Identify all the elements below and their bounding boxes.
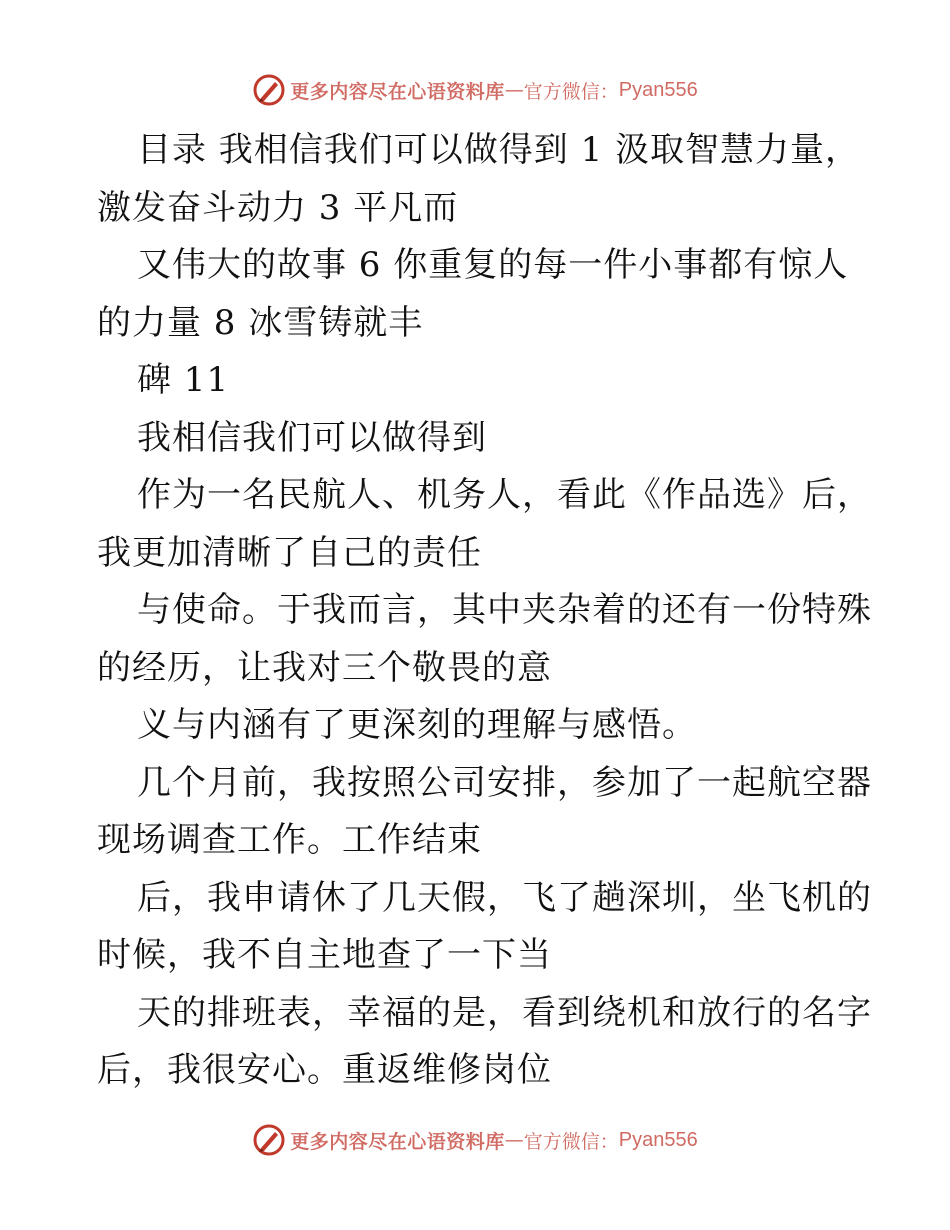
banner-text: 更多内容尽在心语资料库	[290, 1130, 505, 1153]
text-line: 又伟大的故事 6 你重复的每一件小事都有惊人	[137, 245, 849, 285]
text-line: 后，我很安心。重返维修岗位	[97, 1050, 552, 1090]
text-line: 义与内涵有了更深刻的理解与感悟。	[137, 705, 697, 745]
text-line: 天的排班表，幸福的是，看到绕机和放行的名字	[137, 992, 872, 1033]
text-line: 我更加清晰了自己的责任	[97, 532, 482, 573]
banner-official: 官方微信：	[523, 1130, 619, 1153]
pen-logo-icon	[252, 1123, 286, 1157]
footer-banner	[0, 1120, 950, 1160]
text-line: 时候，我不自主地查了一下当	[97, 935, 552, 975]
text-line: 我相信我们可以做得到	[137, 417, 487, 458]
banner-wechat-id: Pyan556	[618, 1128, 698, 1151]
text-line: 的经历，让我对三个敬畏的意	[97, 647, 552, 688]
text-line: 激发奋斗动力 3 平凡而	[97, 187, 459, 228]
banner-wechat-id: Pyan556	[618, 78, 698, 101]
text-line: 的力量 8 冰雪铸就丰	[97, 302, 424, 343]
banner-dash: —	[504, 1129, 524, 1151]
header-banner	[0, 70, 950, 110]
document-body	[97, 122, 872, 1100]
pen-logo-icon	[252, 73, 286, 107]
banner-official: 官方微信：	[523, 80, 619, 103]
text-line: 作为一名民航人、机务人，看此《作品选》后，	[137, 475, 872, 515]
banner-text: 更多内容尽在心语资料库	[290, 80, 505, 103]
text-line: 后，我申请休了几天假，飞了趟深圳，坐飞机的	[137, 877, 872, 918]
text-line: 目录 我相信我们可以做得到 1 汲取智慧力量，	[137, 130, 861, 170]
text-line: 现场调查工作。工作结束	[97, 820, 482, 860]
text-line: 几个月前，我按照公司安排，参加了一起航空器	[137, 762, 872, 803]
text-line: 碑 11	[137, 360, 230, 400]
text-line: 与使命。于我而言，其中夹杂着的还有一份特殊	[137, 590, 872, 630]
banner-dash: —	[504, 79, 524, 101]
